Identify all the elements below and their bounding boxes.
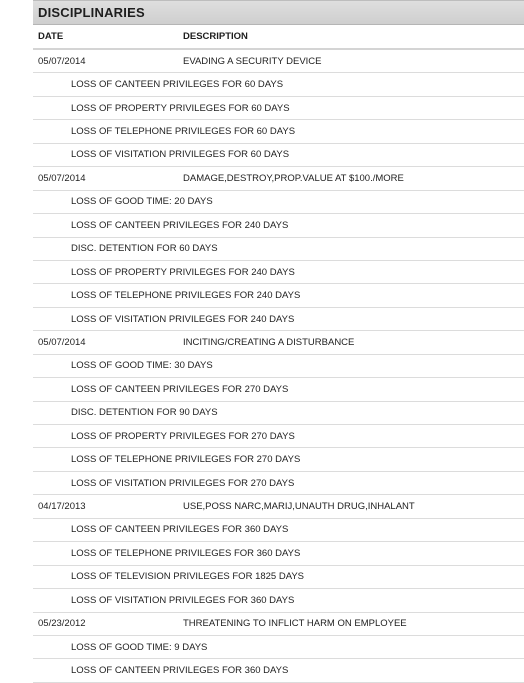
sanction-description: LOSS OF VISITATION PRIVILEGES FOR 60 DAYS (71, 149, 290, 161)
sanction-row (33, 542, 524, 565)
sanction-description: LOSS OF PROPERTY PRIVILEGES FOR 270 DAYS (71, 430, 295, 442)
sanction-row (33, 73, 524, 96)
sanction-description: LOSS OF CANTEEN PRIVILEGES FOR 360 DAYS (71, 665, 289, 677)
sanction-row (33, 659, 524, 682)
sanction-description: LOSS OF TELEVISION PRIVILEGES FOR 1825 DAYS (71, 571, 305, 583)
incident-row (33, 495, 524, 518)
sanction-description: LOSS OF GOOD TIME: 20 DAYS (71, 196, 213, 208)
incident-description: EVADING A SECURITY DEVICE (183, 55, 322, 67)
sanction-row (33, 402, 524, 425)
incident-date: 05/23/2012 (38, 618, 86, 630)
incident-description: THREATENING TO INFLICT HARM ON EMPLOYEE (183, 618, 407, 630)
incident-row (33, 167, 524, 190)
incident-description: INCITING/CREATING A DISTURBANCE (183, 336, 355, 348)
sanction-description: LOSS OF PROPERTY PRIVILEGES FOR 60 DAYS (71, 102, 290, 114)
sanction-row (33, 566, 524, 589)
sanction-row (33, 472, 524, 495)
incident-date: 05/07/2014 (38, 336, 86, 348)
sanction-row (33, 191, 524, 214)
incident-row (33, 613, 524, 636)
sanction-row (33, 636, 524, 659)
sanction-description: LOSS OF TELEPHONE PRIVILEGES FOR 270 DAYS (71, 454, 301, 466)
sanction-row (33, 448, 524, 471)
sanction-description: LOSS OF TELEPHONE PRIVILEGES FOR 240 DAYS (71, 290, 301, 302)
incident-date: 05/07/2014 (38, 172, 86, 184)
section-title: DISCIPLINARIES (38, 5, 145, 20)
sanction-description: LOSS OF PROPERTY PRIVILEGES FOR 240 DAYS (71, 266, 295, 278)
column-header-description: DESCRIPTION (183, 31, 248, 42)
sanction-description: LOSS OF CANTEEN PRIVILEGES FOR 360 DAYS (71, 524, 289, 536)
incident-description: USE,POSS NARC,MARIJ,UNAUTH DRUG,INHALANT (183, 501, 415, 513)
sanction-description: LOSS OF VISITATION PRIVILEGES FOR 270 DAYS (71, 477, 295, 489)
sanction-row (33, 261, 524, 284)
column-header-date: DATE (38, 31, 64, 42)
sanction-description: LOSS OF VISITATION PRIVILEGES FOR 360 DAYS (71, 594, 295, 606)
sanction-description: LOSS OF CANTEEN PRIVILEGES FOR 270 DAYS (71, 383, 289, 395)
sanction-description: LOSS OF CANTEEN PRIVILEGES FOR 240 DAYS (71, 219, 289, 231)
sanction-description: DISC. DETENTION FOR 90 DAYS (71, 407, 218, 419)
incident-date: 05/07/2014 (38, 55, 86, 67)
sanction-description: LOSS OF GOOD TIME: 30 DAYS (71, 360, 213, 372)
sanction-row (33, 378, 524, 401)
sanction-description: DISC. DETENTION FOR 60 DAYS (71, 243, 218, 255)
sanction-row (33, 120, 524, 143)
sanction-row (33, 519, 524, 542)
incident-row (33, 331, 524, 354)
sanction-row (33, 214, 524, 237)
incident-date: 04/17/2013 (38, 501, 86, 513)
incident-description: DAMAGE,DESTROY,PROP.VALUE AT $100./MORE (183, 172, 404, 184)
sanction-row (33, 284, 524, 307)
sanction-row (33, 425, 524, 448)
sanction-description: LOSS OF GOOD TIME: 9 DAYS (71, 641, 208, 653)
sanction-description: LOSS OF TELEPHONE PRIVILEGES FOR 360 DAYS (71, 547, 301, 559)
sanction-description: LOSS OF TELEPHONE PRIVILEGES FOR 60 DAYS (71, 126, 296, 138)
sanction-description: LOSS OF VISITATION PRIVILEGES FOR 240 DAYS (71, 313, 295, 325)
incident-row (33, 50, 524, 73)
sanction-row (33, 589, 524, 612)
sanction-description: LOSS OF CANTEEN PRIVILEGES FOR 60 DAYS (71, 79, 284, 91)
sanction-row (33, 355, 524, 378)
sanction-row (33, 308, 524, 331)
section-header (33, 0, 524, 25)
sanction-row (33, 144, 524, 167)
sanction-row (33, 97, 524, 120)
disciplinaries-panel (33, 0, 524, 683)
sanction-row (33, 238, 524, 261)
disciplinary-rows (33, 50, 524, 683)
column-headers (33, 25, 524, 50)
